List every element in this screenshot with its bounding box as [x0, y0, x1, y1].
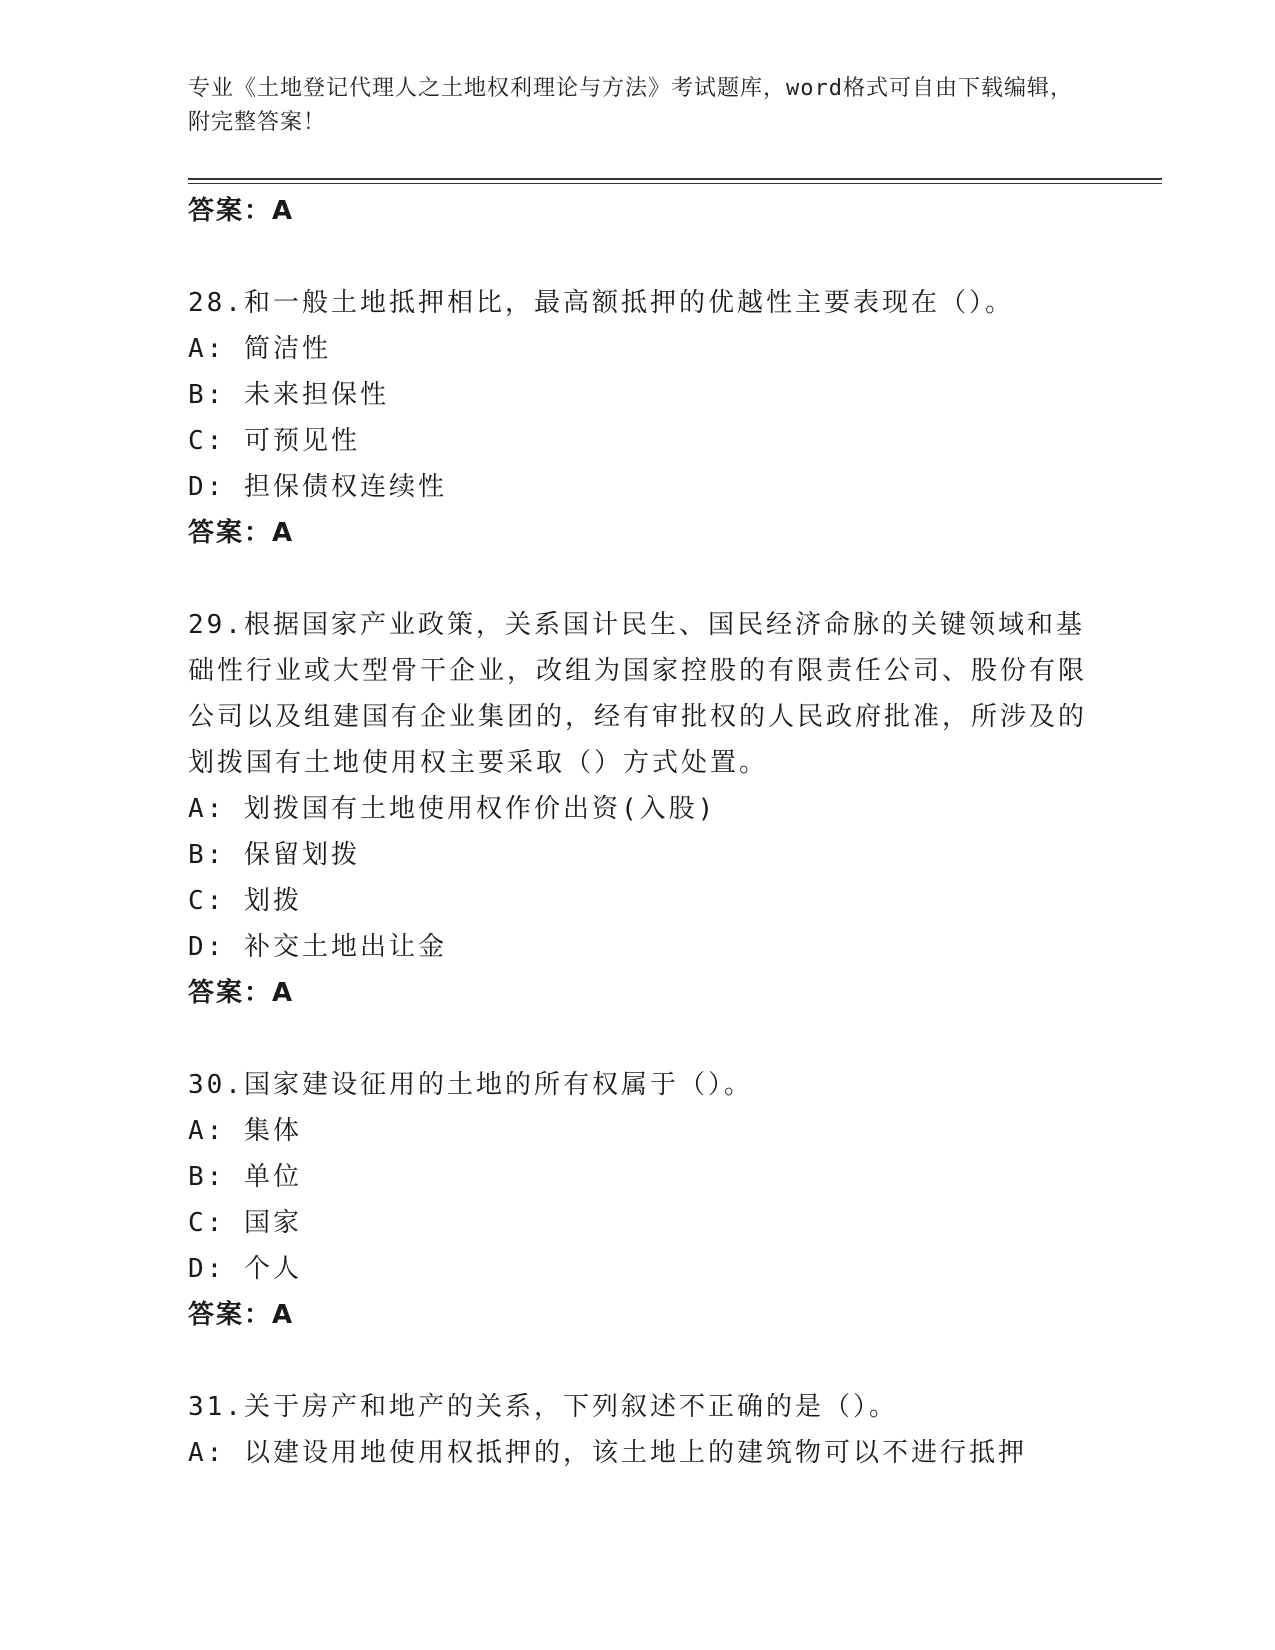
question-30 — [188, 1062, 1088, 1338]
header-divider-thin — [188, 183, 1162, 184]
question-stem: 31.关于房产和地产的关系，下列叙述不正确的是（）。 — [188, 1392, 898, 1422]
option-b: B: 保留划拨 — [188, 840, 360, 870]
question-stem: 30.国家建设征用的土地的所有权属于（）。 — [188, 1070, 753, 1100]
option-d: D: 担保债权连续性 — [188, 472, 447, 502]
answer-line: 答案：A — [188, 978, 295, 1008]
option-c: C: 可预见性 — [188, 426, 360, 456]
option-b: B: 单位 — [188, 1162, 302, 1192]
document-header: 专业《土地登记代理人之土地权利理论与方法》考试题库，word格式可自由下载编辑，附完整答案！ — [188, 76, 1073, 135]
option-d: D: 补交土地出让金 — [188, 932, 447, 962]
document-body — [188, 188, 1088, 1476]
option-a: A: 划拨国有土地使用权作价出资(入股) — [188, 794, 717, 824]
question-29 — [188, 602, 1088, 1016]
option-d: D: 个人 — [188, 1254, 302, 1284]
option-a: A: 简洁性 — [188, 334, 331, 364]
option-c: C: 划拨 — [188, 886, 302, 916]
question-31 — [188, 1384, 1088, 1476]
option-a: A: 以建设用地使用权抵押的，该土地上的建筑物可以不进行抵押 — [188, 1438, 1027, 1468]
option-c: C: 国家 — [188, 1208, 302, 1238]
question-stem: 28.和一般土地抵押相比，最高额抵押的优越性主要表现在（）。 — [188, 288, 1014, 318]
option-b: B: 未来担保性 — [188, 380, 389, 410]
question-28 — [188, 280, 1088, 556]
header-divider-thick — [188, 178, 1162, 180]
option-a: A: 集体 — [188, 1116, 302, 1146]
question-stem: 29.根据国家产业政策，关系国计民生、国民经济命脉的关键领域和基础性行业或大型骨干企业，改组为国家控股的有限责任公司、股份有限公司以及组建国有企业集团的，经有审批权的人民政府批准，所涉及的划拨国有土地使用权主要采取（）方式处置。 — [188, 610, 1088, 778]
answer-line: 答案：A — [188, 518, 295, 548]
answer-line: 答案：A — [188, 196, 295, 226]
answer-line: 答案：A — [188, 1300, 295, 1330]
